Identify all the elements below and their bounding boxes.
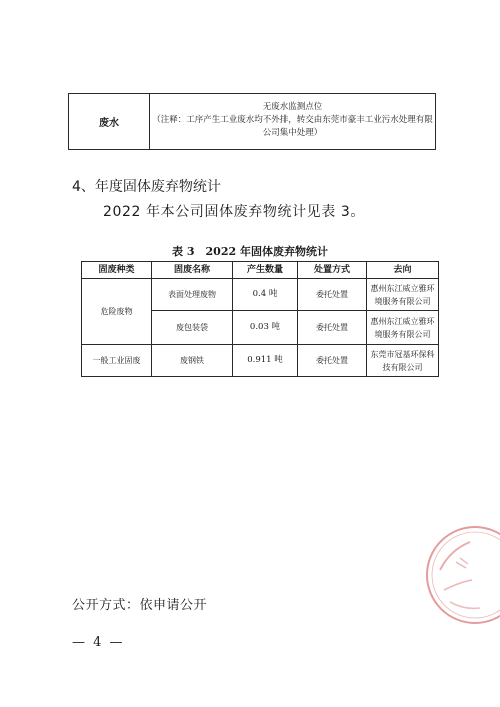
header-disposal-method: 处置方式 bbox=[298, 262, 367, 279]
table-header-row bbox=[82, 262, 439, 279]
disclosure-method: 公开方式：依申请公开 bbox=[72, 598, 208, 613]
disposal-method-cell: 委托处置 bbox=[298, 311, 367, 345]
table-caption: 表 3 2022 年固体废弃物统计 bbox=[172, 245, 328, 258]
table-row bbox=[82, 279, 439, 311]
wastewater-table bbox=[68, 93, 436, 150]
header-waste-type: 固废种类 bbox=[82, 262, 152, 279]
table-row bbox=[82, 345, 439, 377]
quantity-cell: 0.911 吨 bbox=[233, 345, 298, 377]
wastewater-line-3: 公司集中处理） bbox=[262, 128, 323, 138]
wastewater-content-cell bbox=[150, 101, 435, 140]
hazardous-waste-category-cell: 危险废物 bbox=[82, 279, 152, 345]
disposal-method-cell: 委托处置 bbox=[298, 279, 367, 311]
destination-line-2: 境服务有限公司 bbox=[374, 329, 431, 339]
header-destination: 去向 bbox=[367, 262, 439, 279]
quantity-cell: 0.4 吨 bbox=[233, 279, 298, 311]
destination-cell bbox=[367, 279, 439, 311]
destination-line-1: 东莞市冠基环保科 bbox=[370, 349, 435, 359]
destination-line-1: 惠州东江威立雅环 bbox=[370, 283, 435, 293]
wastewater-line-1: 无废水监测点位 bbox=[262, 102, 323, 112]
page-number: — 4 — bbox=[72, 635, 125, 650]
destination-line-2: 境服务有限公司 bbox=[374, 296, 431, 306]
waste-name-cell: 废包装袋 bbox=[152, 311, 233, 345]
header-quantity: 产生数量 bbox=[233, 262, 298, 279]
waste-name-cell: 废钢铁 bbox=[152, 345, 233, 377]
destination-line-2: 技有限公司 bbox=[382, 362, 423, 372]
waste-name-cell: 表面处理废物 bbox=[152, 279, 233, 311]
section-heading: 4、年度固体废弃物统计 bbox=[72, 179, 221, 195]
company-seal-stamp bbox=[420, 520, 500, 630]
quantity-cell: 0.03 吨 bbox=[233, 311, 298, 345]
destination-line-1: 惠州东江威立雅环 bbox=[370, 316, 435, 326]
wastewater-line-2: （注释：工序产生工业废水均不外排，转交由东莞市豪丰工业污水处理有限 bbox=[152, 115, 433, 125]
destination-cell bbox=[367, 345, 439, 377]
intro-paragraph: 2022 年本公司固体废弃物统计见表 3。 bbox=[103, 204, 366, 220]
header-waste-name: 固废名称 bbox=[152, 262, 233, 279]
destination-cell bbox=[367, 311, 439, 345]
disposal-method-cell: 委托处置 bbox=[298, 345, 367, 377]
general-waste-category-cell: 一般工业固废 bbox=[82, 345, 152, 377]
solid-waste-table bbox=[81, 261, 439, 377]
wastewater-category-cell: 废水 bbox=[99, 118, 119, 129]
